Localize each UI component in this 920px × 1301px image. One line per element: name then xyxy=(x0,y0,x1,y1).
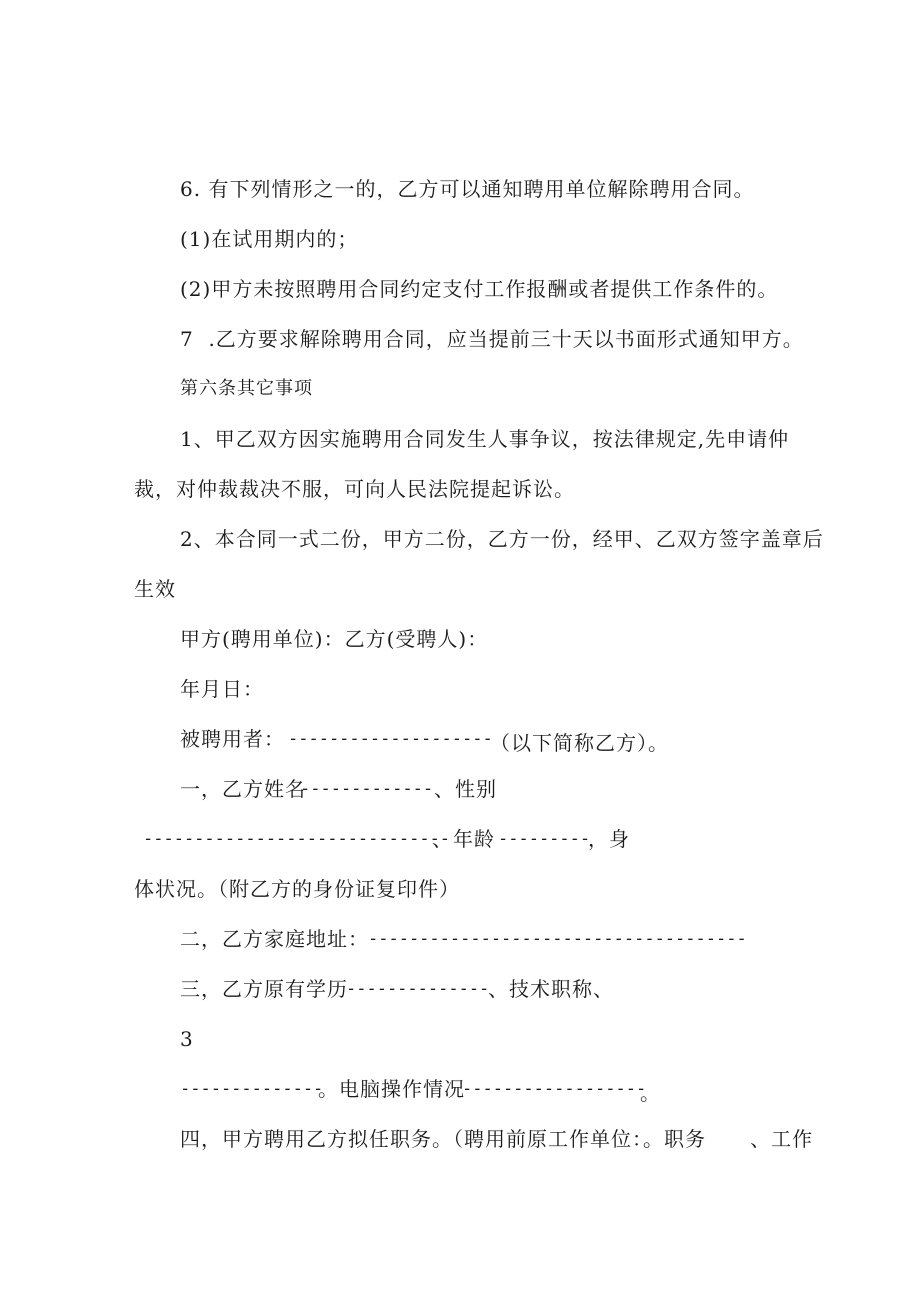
age-label: 、年龄 xyxy=(432,827,495,851)
computer-skill-label: 。电脑操作情况 xyxy=(318,1077,465,1101)
gender-label: 、性别 xyxy=(434,777,497,801)
date-line: 年月日： xyxy=(180,677,264,701)
clause-7-line: 7 .乙方要求解除聘用合同，应当提前三十天以书面形式通知甲方。 xyxy=(180,327,804,351)
address-blank: ------------------------------------- xyxy=(368,929,747,949)
age-blank: --------- xyxy=(498,829,591,849)
name-blank: ------------- xyxy=(300,779,434,799)
clause-6-item-1: (1)在试用期内的； xyxy=(180,227,359,251)
computer-skill-end: 。 xyxy=(640,1081,661,1105)
position-line: 四，甲方聘用乙方拟任职务。（聘用前原工作单位：。职务 、工作 xyxy=(180,1127,814,1151)
title-label: 、技术职称、 xyxy=(488,977,614,1001)
gender-blank: ------------------------------ xyxy=(143,829,451,849)
other-item-2-line-1: 2、本合同一式二份，甲方二份，乙方一份，经甲、乙双方签字盖章后 xyxy=(180,527,824,551)
computer-skill-blank: ------------------ xyxy=(462,1079,647,1099)
clause-6-line: 6. 有下列情形之一的，乙方可以通知聘用单位解除聘用合同。 xyxy=(180,177,755,201)
employee-abbrev: （以下简称乙方）。 xyxy=(490,731,669,755)
other-item-1-line-2: 裁，对仲裁裁决不服，可向人民法院提起诉讼。 xyxy=(134,477,575,501)
name-label: 一，乙方姓名 xyxy=(180,777,306,801)
health-label-start: ，身 xyxy=(588,827,630,851)
education-blank: -------------- xyxy=(346,979,490,999)
education-label: 三，乙方原有学历 xyxy=(180,977,348,1001)
clause-6-item-2: (2)甲方未按照聘用合同约定支付工作报酬或者提供工作条件的。 xyxy=(180,277,779,301)
other-item-2-line-2: 生效 xyxy=(134,577,176,601)
page-number: 3 xyxy=(180,1027,194,1051)
signature-parties-line: 甲方(聘用单位)：乙方(受聘人)： xyxy=(180,627,489,651)
employee-label: 被聘用者： xyxy=(180,727,285,751)
health-line: 体状况。（附乙方的身份证复印件） xyxy=(134,877,460,901)
article-6-heading: 第六条其它事项 xyxy=(180,378,313,399)
employee-blank: -------------------- xyxy=(288,729,493,749)
address-label: 二，乙方家庭地址： xyxy=(180,927,369,951)
title-blank: -------------- xyxy=(180,1079,324,1099)
other-item-1-line-1: 1、甲乙双方因实施聘用合同发生人事争议，按法律规定,先申请仲 xyxy=(180,427,790,451)
